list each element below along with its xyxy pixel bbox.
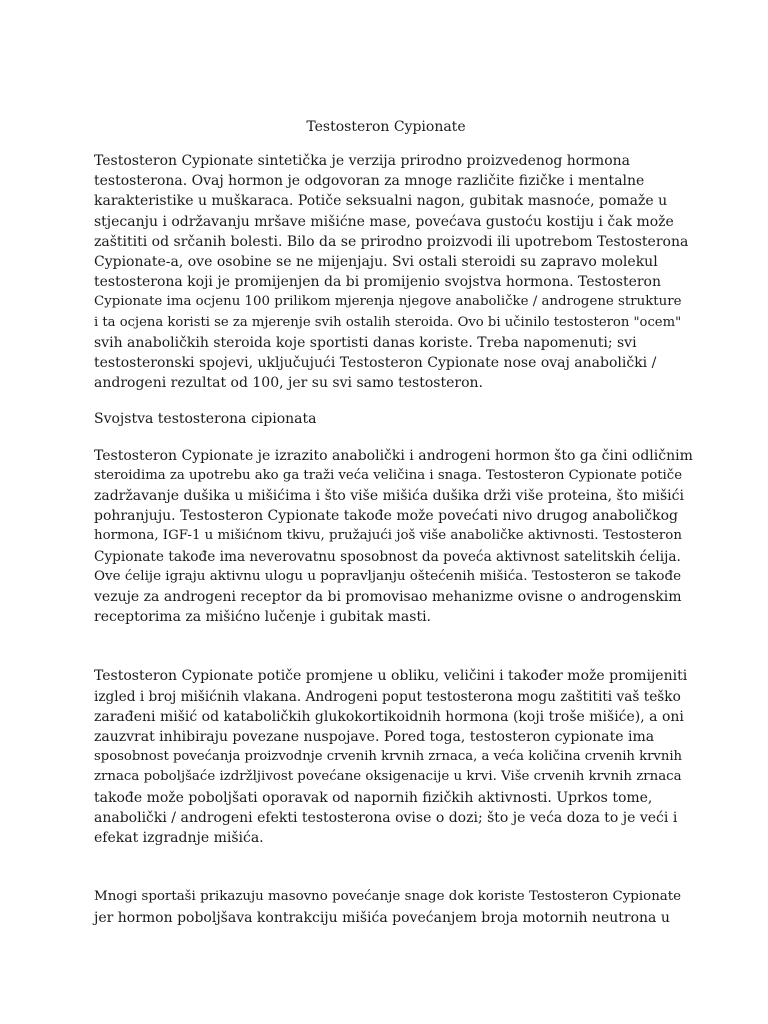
text-line: pohranjuju. Testosteron Cypionate takođe može povećati nivo drugog anaboličkog: [94, 508, 679, 525]
text-line: izgled i broj mišićnih vlakana. Androgeni poput testosterona mogu zaštititi vaš teško: [94, 688, 681, 705]
document-page: [94, 117, 693, 944]
section-heading: [94, 409, 678, 429]
text-line: Cypionate takođe ima neverovatnu sposobnost da poveća aktivnost satelitskih ćelija.: [94, 548, 681, 565]
text-line: testosterona. Ovaj hormon je odgovoran za mnoge različite fizičke i mentalne: [94, 173, 645, 190]
text-line: stjecanju i održavanju mršave mišićne mase, povećava gustoću kostiju i čak može: [94, 213, 674, 230]
text-line: Cypionate-a, ove osobine se ne mijenjaju. Svi ostali steroidi su zapravo molekul: [94, 254, 658, 271]
text-line: zarađeni mišić od kataboličkih glukokortikoidnih hormona (koji troše mišiće), a oni: [94, 708, 684, 725]
text-line: vezuje za androgeni receptor da bi promovisao mehanizme ovisne o androgenskim: [94, 589, 682, 606]
text-line: zauzvrat inhibiraju povezane nuspojave. Pored toga, testosteron cypionate ima: [94, 729, 655, 746]
text-line: Ove ćelije igraju aktivnu ulogu u popravljanju oštećenih mišića. Testosteron se takođe: [94, 568, 682, 584]
text-line: zaštititi od srčanih bolesti. Bilo da se prirodno proizvodi ili upotrebom Testosterona: [94, 233, 689, 250]
text-line: Testosteron Cypionate potiče promjene u obliku, veličini i također može promijeniti: [94, 668, 688, 685]
paragraph-changes: [94, 666, 688, 848]
text-line: testosteronski spojevi, uključujući Testosteron Cypionate nose ovaj anabolički /: [94, 355, 657, 372]
text-line: testosterona koji je promijenjen da bi promijenio svojstva hormona. Testosteron: [94, 274, 661, 291]
paragraph-properties: [94, 446, 693, 628]
text-line: takođe može poboljšati oporavak od napornih fizičkih aktivnosti. Uprkos tome,: [94, 789, 653, 806]
text-line: hormona, IGF-1 u mišićnom tkivu, pružajući još više anaboličke aktivnosti. Testosteron: [94, 528, 682, 544]
text-line: Cypionate ima ocjenu 100 prilikom mjerenja njegove anaboličke / androgene strukture: [94, 294, 682, 310]
text-line: zrnaca poboljšaće izdržljivost povećane oksigenacije u krvi. Više crvenih krvnih zrnaca: [94, 769, 682, 785]
text-line: Testosteron Cypionate je izrazito anabolički i androgeni hormon što ga čini odličnim: [94, 447, 693, 464]
text-line: receptorima za mišićno lučenje i gubitak masti.: [94, 609, 432, 626]
text-line: i ta ocjena koristi se za mjerenje svih ostalih steroida. Ovo bi učinilo testosteron "ocem": [94, 314, 682, 330]
text-line: jer hormon poboljšava kontrakciju mišića povećanjem broja motornih neutrona u: [94, 909, 670, 926]
text-line: Testosteron Cypionate sintetička je verzija prirodno proizvedenog hormona: [94, 153, 630, 169]
paragraph-athletes: [94, 887, 682, 927]
paragraph-intro: [94, 151, 689, 393]
text-line: karakteristike u muškaraca. Potiče seksualni nagon, gubitak masnoće, pomaže u: [94, 193, 668, 210]
text-line: zadržavanje dušika u mišićima i što više mišića dušika drži više proteina, što mišići: [94, 488, 684, 505]
text-line: anabolički / androgeni efekti testosterona ovise o dozi; što je veća doza to je veći i: [94, 809, 678, 826]
text-line: svih anaboličkih steroida koje sportisti danas koriste. Treba napomenuti; svi: [94, 334, 637, 351]
text-line: sposobnost povećanja proizvodnje crvenih krvnih zrnaca, a veća količina crvenih krvnih: [94, 749, 683, 765]
text-line: efekat izgradnje mišića.: [94, 830, 264, 847]
document-title: Testosteron Cypionate: [306, 119, 466, 135]
text-line: androgeni rezultat od 100, jer su svi samo testosteron.: [94, 375, 483, 392]
text-line: Mnogi sportaši prikazuju masovno povećanje snage dok koriste Testosteron Cypionate: [94, 889, 682, 905]
text-line: steroidima za upotrebu ako ga traži veća veličina i snaga. Testosteron Cypionate potiče: [94, 467, 683, 483]
text-line: Svojstva testosterona cipionata: [94, 411, 317, 428]
